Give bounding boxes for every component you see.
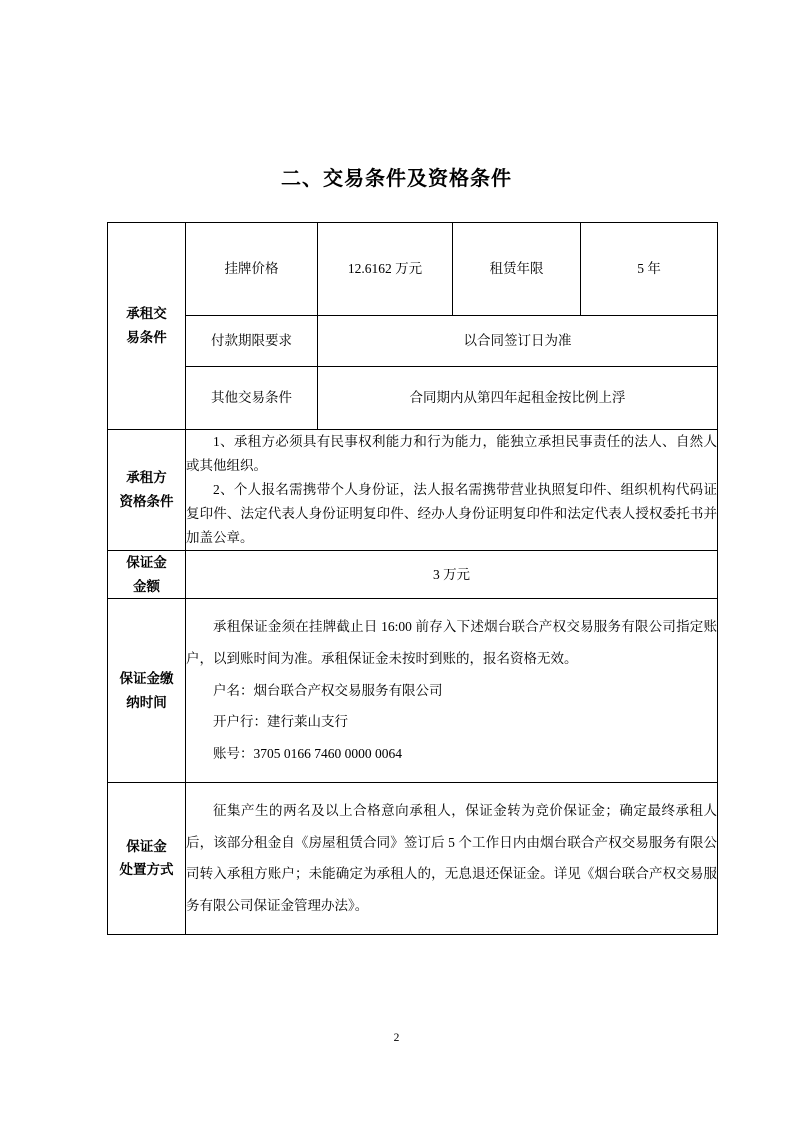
- deposit-disposal-paragraph: 征集产生的两名及以上合格意向承租人，保证金转为竞价保证金；确定最终承租人后，该部分租金自《房屋租赁合同》签订后 5 个工作日内由烟台联合产权交易服务有限公司转入承租方账户；未能确定为承租人的，无息退还保证金。详见《烟台联合产权交易服务有限公司保证金管理办法》。: [186, 802, 717, 914]
- qualification-paragraph-2: 2、个人报名需携带个人身份证，法人报名需携带营业执照复印件、组织机构代码证复印件、法定代表人身份证明复印件、经办人身份证明复印件和法定代表人授权委托书并加盖公章。: [186, 482, 717, 546]
- cell-other-conditions-value: 合同期内从第四年起租金按比例上浮: [318, 367, 718, 430]
- table-row: [108, 223, 718, 316]
- cell-lease-term-label: 租赁年限: [453, 223, 581, 316]
- cell-deposit-time-content: [186, 599, 718, 783]
- row-header-deposit-time: 保证金缴 纳时间: [108, 599, 186, 783]
- deposit-bank-name: 开户行：建行莱山支行: [213, 714, 348, 730]
- row-header-deposit-disposal: 保证金 处置方式: [108, 782, 186, 934]
- deposit-account-number: 账号：3705 0166 7460 0000 0064: [213, 746, 402, 762]
- deposit-account-name: 户名：烟台联合产权交易服务有限公司: [213, 682, 443, 698]
- cell-listing-price-value: 12.6162 万元: [318, 223, 453, 316]
- table-row: [108, 367, 718, 430]
- cell-payment-term-value: 以合同签订日为准: [318, 316, 718, 367]
- cell-other-conditions-label: 其他交易条件: [186, 367, 318, 430]
- row-header-deposit-amount: 保证金 金额: [108, 551, 186, 599]
- conditions-table: [107, 222, 718, 935]
- cell-qualification-content: [186, 430, 718, 551]
- page-title: 二、交易条件及资格条件: [281, 168, 512, 190]
- table-row: [108, 430, 718, 551]
- qualification-paragraph-1: 1、承租方必须具有民事权利能力和行为能力，能独立承担民事责任的法人、自然人或其他组织。: [186, 434, 717, 474]
- cell-deposit-disposal-content: [186, 782, 718, 934]
- cell-listing-price-label: 挂牌价格: [186, 223, 318, 316]
- row-header-trade-conditions: 承租交 易条件: [108, 223, 186, 430]
- table-row: [108, 316, 718, 367]
- deposit-time-paragraph: 承租保证金须在挂牌截止日 16:00 前存入下述烟台联合产权交易服务有限公司指定账户，以到账时间为准。承租保证金未按时到账的，报名资格无效。: [186, 619, 717, 667]
- row-header-qualification: 承租方 资格条件: [108, 430, 186, 551]
- cell-payment-term-label: 付款期限要求: [186, 316, 318, 367]
- table-row: [108, 551, 718, 599]
- table-row: [108, 782, 718, 934]
- cell-lease-term-value: 5 年: [581, 223, 718, 316]
- table-row: [108, 599, 718, 783]
- cell-deposit-amount-value: 3 万元: [186, 551, 718, 599]
- page-number: 2: [393, 1032, 400, 1044]
